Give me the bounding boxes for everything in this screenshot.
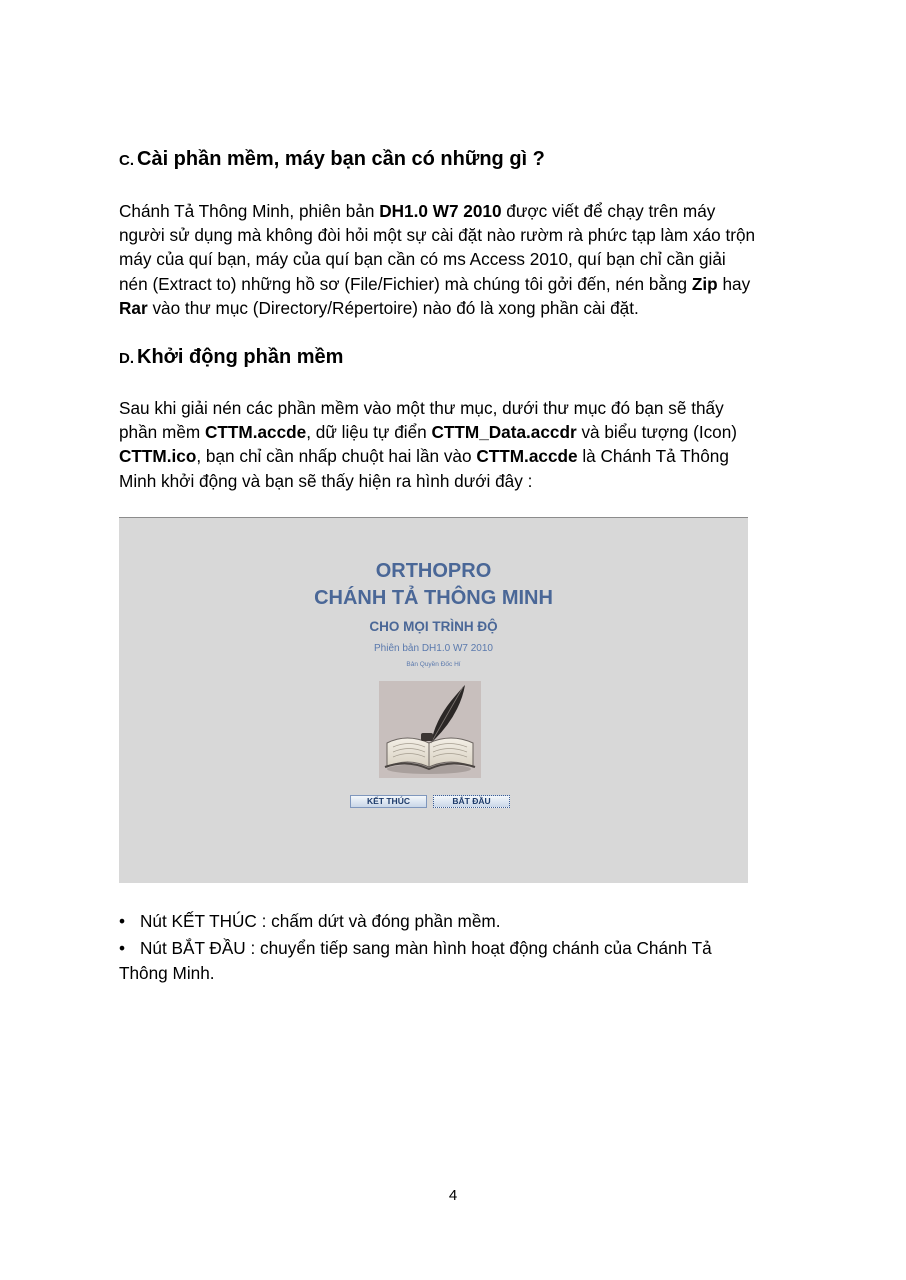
app-title-main: CHÁNH TẢ THÔNG MINH [314, 587, 553, 609]
para-c-line: người sử dụng mà không đòi hỏi một sự cài đặt nào rườm rà phức tạp làm xáo trộn [119, 225, 756, 246]
para-d-line: CTTM.ico, bạn chỉ cần nhấp chuột hai lần vào CTTM.accde là Chánh Tả Thông [119, 446, 729, 467]
start-button[interactable]: BẮT ĐẦU [433, 795, 510, 808]
section-c-heading [119, 148, 545, 171]
section-d-heading [119, 346, 343, 369]
bullet-symbol: • [119, 911, 126, 931]
para-d-line: Minh khởi động và bạn sẽ thấy hiện ra hình dưới đây : [119, 470, 533, 491]
section-d-letter: D. [119, 350, 134, 367]
end-button[interactable]: KẾT THÚC [350, 795, 427, 808]
para-c-line: máy của quí bạn, máy của quí bạn cần có ms Access 2010, quí bạn chỉ cần giải [119, 249, 726, 270]
section-c-letter: C. [119, 152, 134, 169]
app-version: Phiên bản DH1.0 W7 2010 [374, 643, 493, 654]
app-title-orthopro: ORTHOPRO [375, 560, 492, 582]
book-quill-icon [379, 681, 481, 778]
section-c-paragraph [119, 199, 809, 320]
bullet-symbol: • [119, 938, 126, 958]
para-d-line: phần mềm CTTM.accde, dữ liệu tự điển CTTM_Data.accdr và biểu tượng (Icon) [119, 422, 738, 443]
bullet-list [119, 909, 809, 986]
app-copyright: Bản Quyền Đốc Hí [406, 661, 461, 668]
page-number: 4 [448, 1187, 458, 1204]
bullet-item-end [119, 909, 809, 934]
para-d-line: Sau khi giải nén các phần mềm vào một thư mục, dưới thư mục đó bạn sẽ thấy [119, 398, 724, 418]
bullet-text: Nút BẮT ĐẦU : chuyển tiếp sang màn hình hoạt động chánh của Chánh Tả [140, 938, 712, 958]
bullet-item-start [119, 936, 809, 961]
app-start-screen [119, 517, 748, 883]
bullet-continuation: Thông Minh. [119, 963, 215, 983]
para-c-line: nén (Extract to) những hồ sơ (File/Fichier) mà chúng tôi gởi đến, nén bằng Zip hay [119, 273, 751, 294]
para-c-line: Rar vào thư mục (Directory/Répertoire) nào đó là xong phần cài đặt. [119, 297, 639, 318]
para-c-line: Chánh Tả Thông Minh, phiên bản DH1.0 W7 2010 được viết để chạy trên máy [119, 201, 716, 221]
bullet-text: Nút KẾT THÚC : chấm dứt và đóng phần mềm. [140, 911, 501, 931]
section-d-paragraph [119, 396, 809, 493]
app-subtitle: CHO MỌI TRÌNH ĐỘ [369, 619, 498, 634]
section-d-title: Khởi động phần mềm [137, 346, 344, 368]
section-c-title: Cài phần mềm, máy bạn cần có những gì ? [137, 148, 545, 170]
